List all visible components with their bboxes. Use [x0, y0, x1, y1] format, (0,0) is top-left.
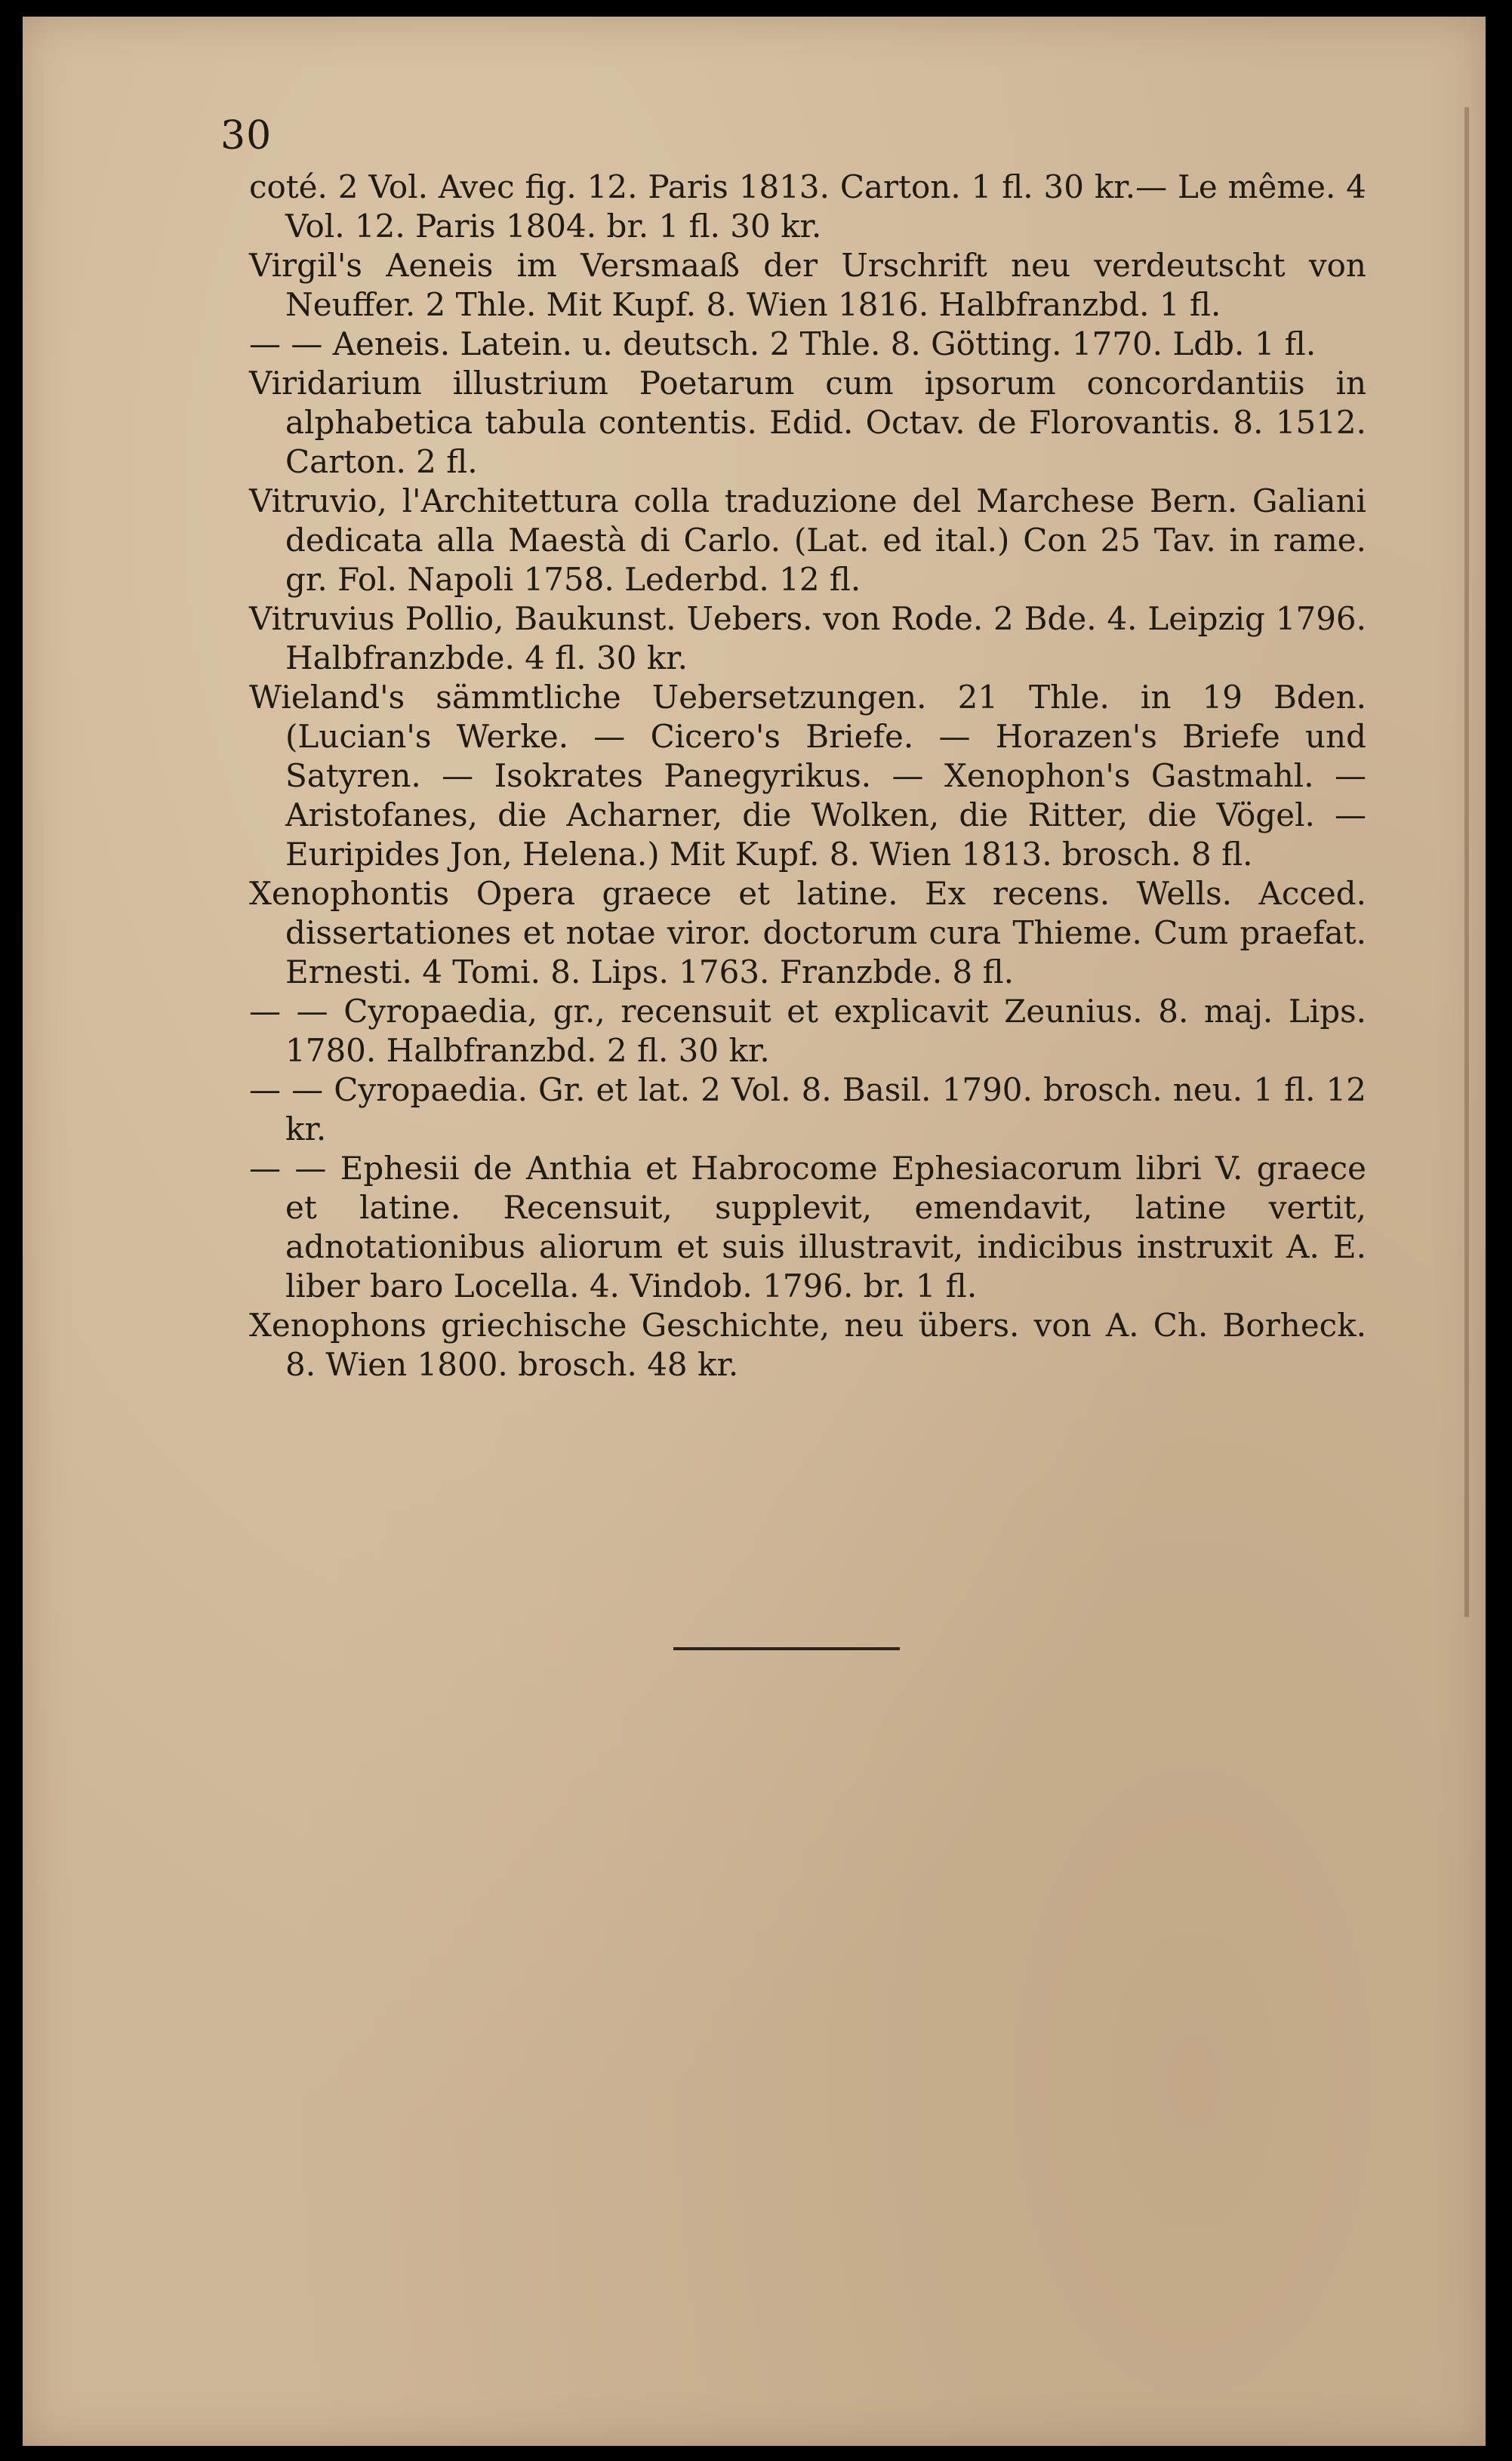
- catalog-entry: — — Aeneis. Latein. u. deutsch. 2 Thle. 8. Götting. 1770. Ldb. 1 fl.: [249, 325, 1316, 362]
- catalog-entry: Xenophontis Opera graece et latine. Ex recens. Wells. Acced. dissertationes et notae viror. doctorum cura Thieme. Cum praefat. Ernesti. 4 Tomi. 8. Lips. 1763. Franzbde. 8 fl.: [249, 875, 1366, 990]
- catalog-entry: Vitruvio, l'Architettura colla traduzione del Marchese Bern. Galiani dedicata alla Maestà di Carlo. (Lat. ed ital.) Con 25 Tav. in rame. gr. Fol. Napoli 1758. Lederbd. 12 fl.: [249, 482, 1366, 598]
- page-edge-shadow: [1464, 107, 1469, 1617]
- catalog-entry: Viridarium illustrium Poetarum cum ipsorum concordantiis in alphabetica tabula contentis. Edid. Octav. de Florovantis. 8. 1512. Carton. 2 fl.: [249, 365, 1366, 480]
- catalog-entry: Vitruvius Pollio, Baukunst. Uebers. von Rode. 2 Bde. 4. Leipzig 1796. Halbfranzbde. 4 fl. 30 kr.: [249, 600, 1366, 676]
- catalog-entry: Xenophons griechische Geschichte, neu übers. von A. Ch. Borheck. 8. Wien 1800. brosch. 48 kr.: [249, 1307, 1366, 1383]
- section-divider: [673, 1647, 900, 1650]
- catalog-entry: Virgil's Aeneis im Versmaaß der Urschrift neu verdeutscht von Neuffer. 2 Thle. Mit Kupf. 8. Wien 1816. Halbfranzbd. 1 fl.: [249, 247, 1366, 323]
- catalog-entry: — — Ephesii de Anthia et Habrocome Ephesiacorum libri V. graece et latine. Recensuit, supplevit, emendavit, latine vertit, adnotationibus aliorum et suis illustravit, indicibus instruxit A. E. liber baro Locella. 4. Vindob. 1796. br. 1 fl.: [249, 1150, 1366, 1304]
- book-page: [23, 17, 1486, 2446]
- catalog-entry: Wieland's sämmtliche Uebersetzungen. 21 Thle. in 19 Bden. (Lucian's Werke. — Cicero's Briefe. — Horazen's Briefe und Satyren. — Isokrates Panegyrikus. — Xenophon's Gastmahl. — Aristofanes, die Acharner, die Wolken, die Ritter, die Vögel. — Euripides Jon, Helena.) Mit Kupf. 8. Wien 1813. brosch. 8 fl.: [249, 679, 1366, 873]
- catalog-entries: [249, 168, 1366, 1385]
- catalog-entry: — — Cyropaedia. Gr. et lat. 2 Vol. 8. Basil. 1790. brosch. neu. 1 fl. 12 kr.: [249, 1071, 1366, 1147]
- catalog-entry: coté. 2 Vol. Avec fig. 12. Paris 1813. Carton. 1 fl. 30 kr.— Le même. 4 Vol. 12. Paris 1804. br. 1 fl. 30 kr.: [249, 168, 1366, 245]
- catalog-entry: — — Cyropaedia, gr., recensuit et explicavit Zeunius. 8. maj. Lips. 1780. Halbfranzbd. 2 fl. 30 kr.: [249, 993, 1366, 1069]
- page-number: 30: [220, 113, 273, 159]
